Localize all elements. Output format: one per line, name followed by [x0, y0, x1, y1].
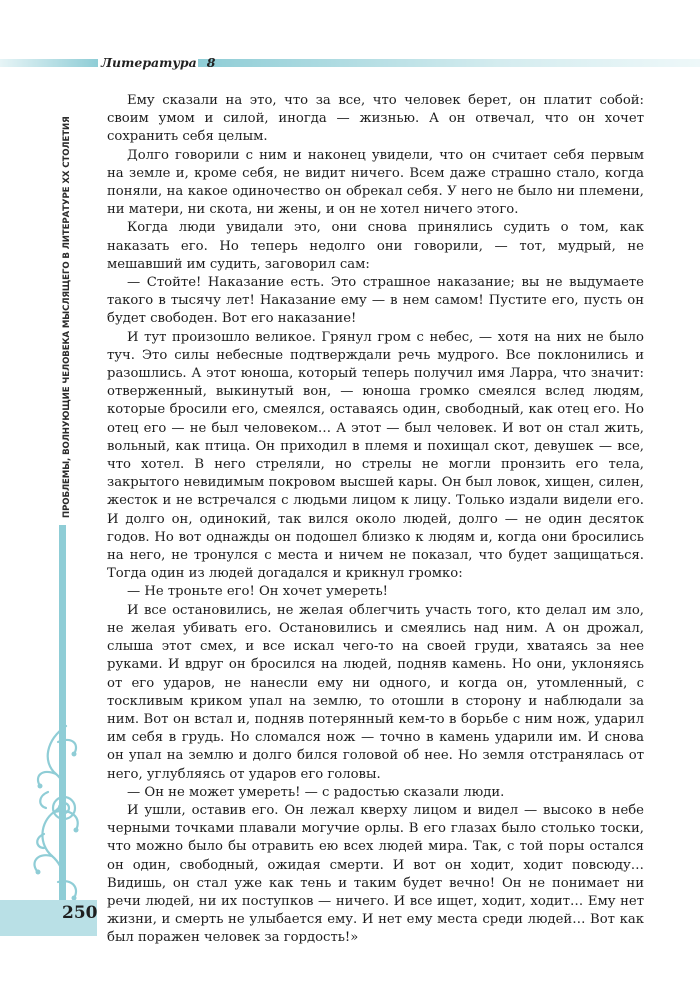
paragraph: Ему сказали на это, что за все, что человек берет, он платит собой: своим умом и силой, иногда — жизнью. А он отвечал, что он хочет сохранить себя целым. — [107, 93, 644, 145]
body-text — [107, 92, 644, 948]
header-grade: 8 — [206, 55, 216, 70]
section-side-title: ПРОБЛЕМЫ, ВОЛНУЮЩИЕ ЧЕЛОВЕКА МЫСЛЯЩЕГО В ЛИТЕРАТУРЕ XX СТОЛЕТИЯ — [62, 116, 72, 518]
header-bar-left — [0, 59, 98, 67]
paragraph: — Стойте! Наказание есть. Это страшное наказание; вы не выдумаете такого в тысячу лет! Наказание ему — в нем самом! Пустите его, пусть он будет свободен. Вот его наказание! — [107, 275, 644, 327]
paragraph: И ушли, оставив его. Он лежал кверху лицом и видел — высоко в небе черными точками плавали могучие орлы. В его глазах было столько тоски, что можно было бы отравить ею всех людей мира. Так, с той поры остался он один, свободный, ожидая смерти. И вот он ходит, ходит повсюду… Видишь, он стал уже как тень и таким будет вечно! Он не понимает ни речи людей, ни их поступков — ничего. И все ищет, ходит, ходит… Ему нет жизни, и смерть не улыбается ему. И нет ему места среди людей… Вот как был поражен человек за гордость!» — [107, 802, 644, 946]
floral-ornament-icon — [28, 722, 88, 912]
paragraph: Когда люди увидали это, они снова принялись судить о том, как наказать его. Но теперь недолго они говорили, — тот, мудрый, не мешавший им судить, заговорил сам: — [107, 220, 644, 272]
paragraph: Долго говорили с ним и наконец увидели, что он считает себя первым на земле и, кроме себя, не видит ничего. Всем даже страшно стало, когда поняли, на какое одиночество он обрекал себя. У него не было ни племени, ни матери, ни скота, ни жены, и он не хотел ничего этого. — [107, 147, 644, 218]
paragraph: — Не троньте его! Он хочет умереть! — [127, 584, 388, 600]
running-header — [101, 55, 215, 70]
paragraph: И тут произошло великое. Грянул гром с небес, — хотя на них не было туч. Это силы небесные подтверждали речь мудрого. Все поклонились и разошлись. А этот юноша, который теперь получил имя Ларра, что значит: отверженный, выкинутый вон, — юноша громко смеялся вслед людям, которые бросили его, смеялся, оставаясь один, свободный, как отец его. Но отец его — не был человеком… А этот — был человек. И вот он стал жить, вольный, как птица. Он приходил в племя и похищал скот, девушек — все, что хотел. В него стреляли, но стрелы не могли пронзить его тела, закрытого невидимым покровом высшей кары. Он был ловок, хищен, силен, жесток и не встречался с людьми лицом к лицу. Только издали видели его. И долго он, одинокий, так вился около людей, долго — не один десяток годов. Но вот однажды он подошел близко к людям и, когда они бросились на него, не тронулся с места и ничем не показал, что будет защищаться. Тогда один из людей догадался и крикнул громко: — [107, 329, 644, 582]
paragraph: И все остановились, не желая облегчить участь того, кто делал им зло, не желая убивать его. Остановились и смеялись над ним. А он дрожал, слыша этот смех, и все искал чего-то на своей груди, хватаясь за нее руками. И вдруг он бросился на людей, подняв камень. Но они, уклоняясь от его ударов, не нанесли ему ни одного, и когда он, утомленный, с тоскливым криком упал на землю, то отошли в сторону и наблюдали за ним. Вот он встал и, подняв потерянный кем-то в борьбе с ним нож, ударил им себя в грудь. Но сломался нож — точно в камень ударили им. И снова он упал на землю и долго бился головой об нее. Но земля отстранялась от него, углубляясь от ударов его головы. — [107, 602, 644, 782]
header-subject: Литература — [101, 55, 197, 70]
header-bar-right — [198, 59, 700, 67]
page-number: 250 — [62, 903, 98, 923]
paragraph: — Он не может умереть! — с радостью сказали люди. — [127, 784, 505, 800]
